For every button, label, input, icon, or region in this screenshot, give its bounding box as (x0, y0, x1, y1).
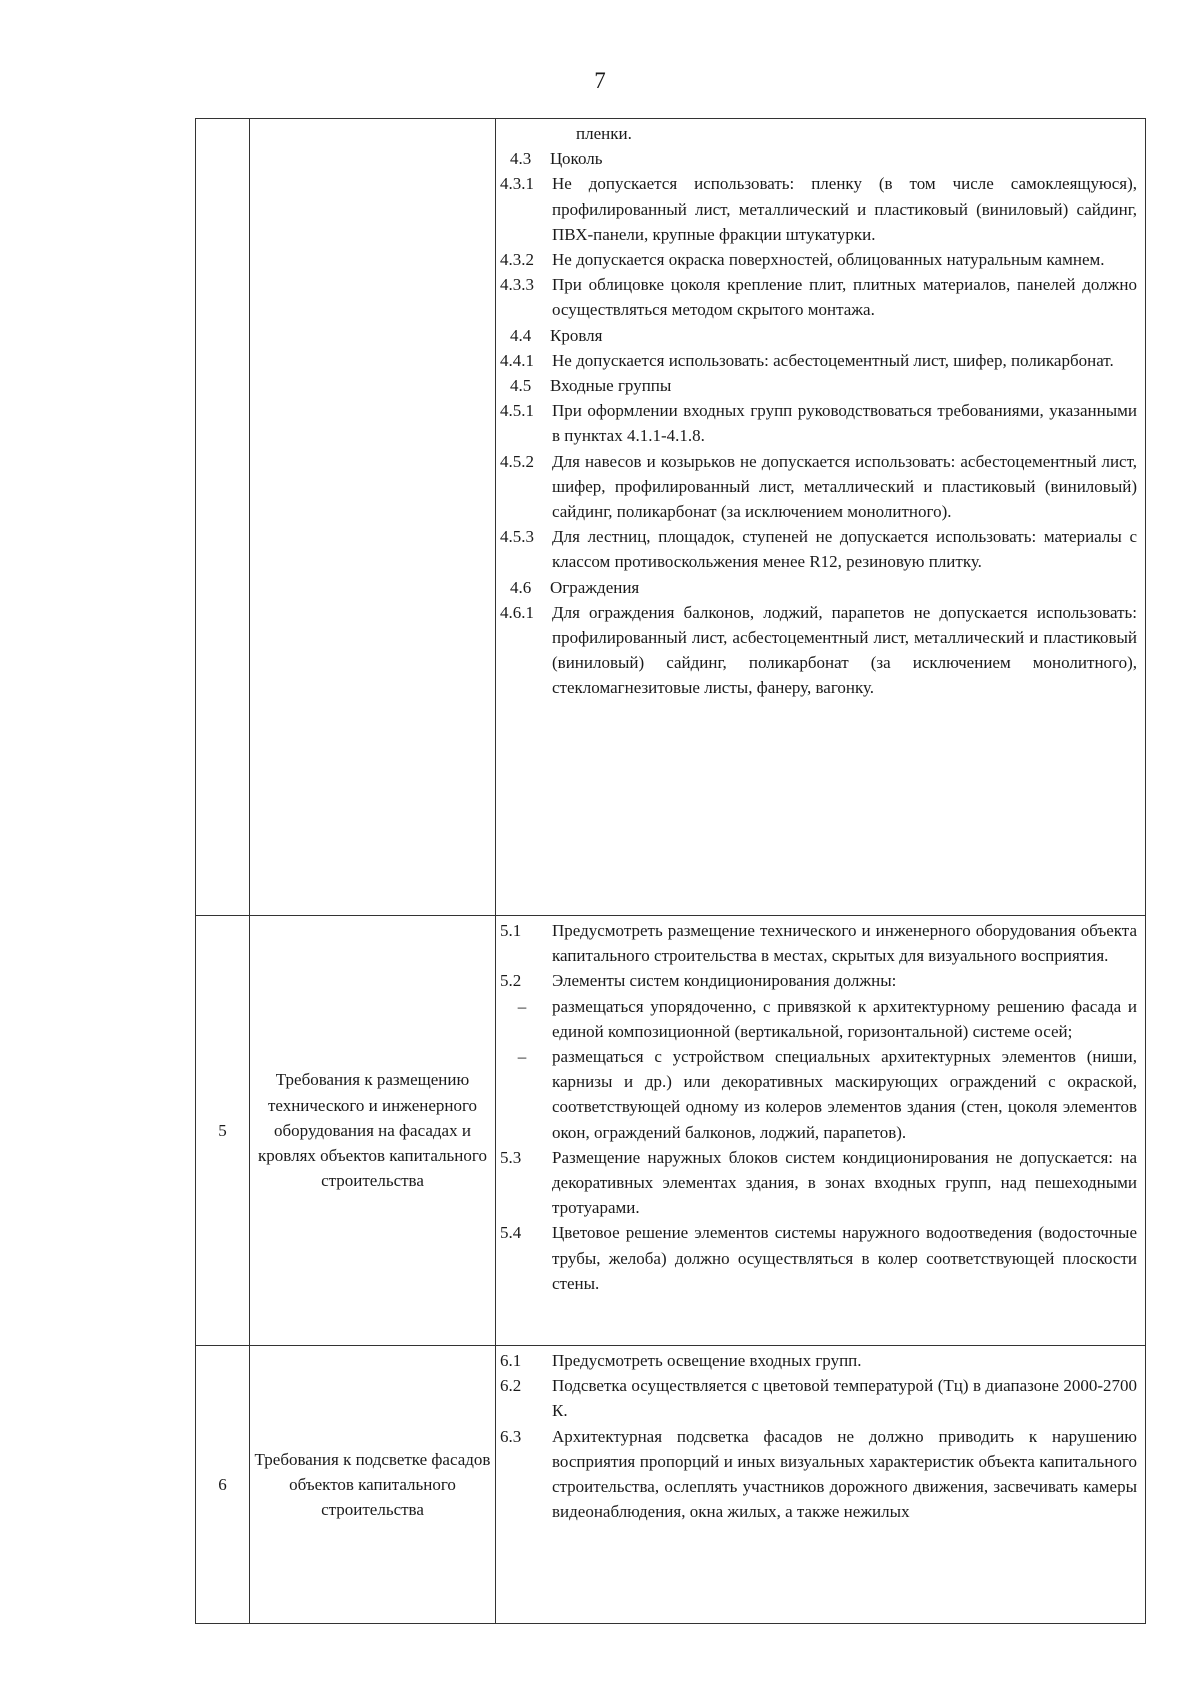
clause-item (500, 171, 1137, 247)
clause-text: Элементы систем кондиционирования должны: (552, 971, 897, 991)
clause-item (500, 918, 1137, 968)
row-content (496, 119, 1146, 916)
row-number: 6 (196, 1346, 250, 1624)
requirements-table (195, 118, 1146, 1624)
bullet-item (500, 1044, 1137, 1145)
table-row (196, 916, 1146, 1346)
row-title: Требования к подсветке фасадов объектов капитального строительства (250, 1346, 496, 1624)
clause-number: 4.6 (510, 577, 532, 597)
clause-item (500, 1424, 1137, 1525)
row-content (496, 1346, 1146, 1624)
clause-text: Подсветка осуществляется с цветовой температурой (Тц) в диапазоне 2000-2700 К. (552, 1376, 1137, 1421)
clause-number: 5.4 (500, 1223, 522, 1243)
clause-text: При облицовке цоколя крепление плит, плитных материалов, панелей должно осуществляться методом скрытого монтажа. (552, 275, 1137, 320)
clause-item (500, 272, 1137, 322)
clause-number: 5.1 (500, 921, 522, 940)
row-number (196, 119, 250, 916)
clause-item (500, 449, 1137, 525)
clause-text: Для навесов и козырьков не допускается использовать: асбестоцементный лист, шифер, профилированный лист, металлический и пластиковый (виниловый) сайдинг, поликарбонат (за исключением монолитного). (552, 451, 1137, 522)
clause-item (500, 968, 1137, 993)
clause-text: Кровля (550, 325, 603, 345)
page-number: 7 (594, 68, 606, 93)
row-title: Требования к размещению технического и инженерного оборудования на фасадах и кровлях объектов капитального строительства (250, 916, 496, 1346)
clause-text: Ограждения (550, 577, 640, 597)
clause-number: 5.3 (500, 1147, 522, 1167)
clause-text: Входные группы (550, 376, 672, 396)
section-heading (500, 373, 1137, 398)
clause-number: 4.5.2 (500, 451, 534, 471)
clause-text: размещаться с устройством специальных архитектурных элементов (ниши, карнизы и др.) или декоративных маскирующих ограждений с окраской, соответствующей одному из колеров элементов здания (стен, цоколя элементов окон, ограждений балконов, лоджий, парапетов). (552, 1047, 1137, 1142)
clause-number: 4.3 (510, 149, 532, 169)
clause-number: 6.1 (500, 1351, 522, 1370)
clause-text: Не допускается окраска поверхностей, облицованных натуральным камнем. (552, 250, 1105, 270)
clause-item (500, 348, 1137, 373)
section-heading (500, 146, 1137, 171)
clause-text: Размещение наружных блоков систем кондиционирования не допускается: на декоративных элементах здания, в зонах входных групп, над пешеходными тротуарами. (552, 1147, 1137, 1218)
clause-item (500, 1220, 1137, 1296)
clause-number: 4.3.2 (500, 250, 534, 270)
clause-number: 6.3 (500, 1426, 522, 1446)
clause-number: 5.2 (500, 971, 522, 991)
table-row (196, 119, 1146, 916)
clause-text: Для лестниц, площадок, ступеней не допускается использовать: материалы с классом противоскольжения менее R12, резиновую плитку. (552, 527, 1137, 572)
clause-number: 4.5 (510, 376, 532, 396)
clause-text: Для ограждения балконов, лоджий, парапетов не допускается использовать: профилированный лист, асбестоцементный лист, металлический и пластиковый (виниловый) сайдинг, поликарбонат (за исключением монолитного), стекломагнезитовые листы, фанеру, вагонку. (552, 602, 1137, 698)
clause-number: – (517, 996, 527, 1016)
section-heading (500, 575, 1137, 600)
clause-item (500, 247, 1137, 272)
section-heading (500, 323, 1137, 348)
table-row (196, 1346, 1146, 1624)
clause-number: 4.4.1 (500, 350, 534, 370)
clause-text: Не допускается использовать: пленку (в том числе самоклеящуюся), профилированный лист, металлический и пластиковый (виниловый) сайдинг, ПВХ-панели, крупные фракции штукатурки. (552, 174, 1137, 244)
continuation-text: пленки. (576, 124, 632, 143)
clause-number: 4.5.3 (500, 527, 534, 547)
clause-item (500, 1145, 1137, 1221)
clause-item (500, 398, 1137, 448)
clause-text: Предусмотреть размещение технического и инженерного оборудования объекта капитального строительства в местах, скрытых для визуального восприятия. (552, 921, 1137, 966)
clause-number: – (517, 1047, 527, 1067)
clause-text: Цветовое решение элементов системы наружного водоотведения (водосточные трубы, желоба) должно осуществляться в колер соответствующей плоскости стены. (552, 1223, 1137, 1293)
clause-text: Цоколь (550, 149, 603, 169)
clause-number: 4.4 (510, 325, 532, 345)
clause-text: Архитектурная подсветка фасадов не должно приводить к нарушению восприятия пропорций и иных визуальных характеристик объекта капитального строительства, ослеплять участников дорожного движения, засвечивать камеры видеонаблюдения, окна жилых, а также нежилых (552, 1426, 1137, 1522)
bullet-item (500, 994, 1137, 1044)
clause-text: При оформлении входных групп руководствоваться требованиями, указанными в пунктах 4.1.1-4.1.8. (552, 401, 1137, 446)
clause-number: 4.5.1 (500, 401, 534, 421)
row-content (496, 916, 1146, 1346)
row-number: 5 (196, 916, 250, 1346)
clause-text: Предусмотреть освещение входных групп. (552, 1351, 862, 1370)
clause-text: Не допускается использовать: асбестоцементный лист, шифер, поликарбонат. (552, 350, 1114, 370)
row-title (250, 119, 496, 916)
clause-item (500, 600, 1137, 701)
clause-item (500, 1348, 1137, 1373)
clause-item (500, 1373, 1137, 1423)
clause-item (500, 524, 1137, 574)
clause-number: 4.3.3 (500, 275, 534, 295)
clause-text: размещаться упорядоченно, с привязкой к архитектурному решению фасада и единой композиционной (вертикальной, горизонтальной) системе осей; (552, 996, 1137, 1041)
clause-number: 4.3.1 (500, 174, 534, 194)
clause-number: 6.2 (500, 1376, 522, 1396)
clause-number: 4.6.1 (500, 602, 534, 622)
